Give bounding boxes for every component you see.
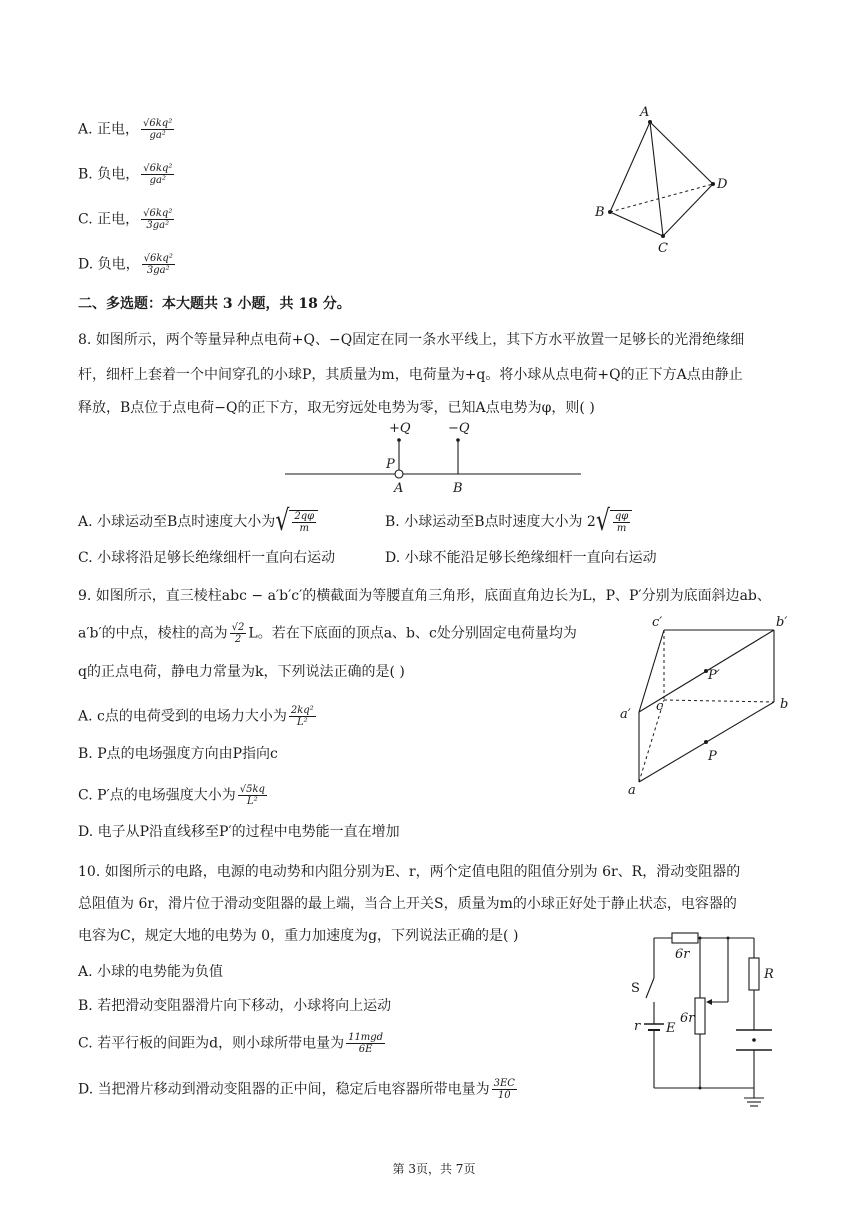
label-a: a [628,783,636,798]
q10-option-d[interactable]: D. 当把滑片移动到滑动变阻器的正中间，稳定后电容器所带电量为 $\frac{3EC}{10}$ [78,1078,515,1101]
label-p-prime: P′ [708,668,720,683]
q9-text-line3: q的正点电荷，静电力常量为k，下列说法正确的是( ) [78,664,405,680]
fraction: $\frac{\text{2kq²}}{\text{L²}}$ [290,705,314,728]
label-c: C [658,241,668,256]
fraction: $\frac{\text{11mgd}}{6E}$ [348,1032,384,1055]
q10-circuit-figure [632,926,782,1118]
fraction: $\frac{\text{√6kq²}}{\text{3ga²}}$ [143,253,173,276]
label-a: A [640,105,650,120]
q8-option-c[interactable]: C. 小球将沿足够长绝缘细杆一直向右运动 [78,550,336,566]
label-b-prime: b′ [776,615,788,630]
label-c-prime: c′ [652,615,663,630]
label-p: P [386,457,395,472]
q8-option-b[interactable]: B. 小球运动至B点时速度大小为 2 √ $\frac{q\varphi}{m}$ [385,510,632,534]
fraction: $\frac{\text{√6kq²}}{\text{ga²}}$ [143,118,173,141]
q9-prism-figure [612,612,812,802]
q8-option-d[interactable]: D. 小球不能沿足够长绝缘细杆一直向右运动 [385,550,657,566]
q10-text-line2: 总阻值为 6r，滑片位于滑动变阻器的最上端，当合上开关S，质量为m的小球正好处于静止状态，电容器的 [78,896,737,912]
q7-option-c[interactable]: C. 正电， $\frac{\text{√6kq²}}{\text{3ga²}}$ [78,208,173,231]
section-title: 二、多选题：本大题共 3 小题，共 18 分。 [78,296,351,312]
label-minus-q: −Q [448,421,470,436]
q8-text-line1: 8. 如图所示，两个等量异种点电荷+Q、−Q固定在同一条水平线上，其下方水平放置一足够长的光滑绝缘细 [78,332,745,348]
label-r-big: R [764,967,774,982]
q9-option-c[interactable]: C. P′点的电场强度大小为 $\frac{√5kq}{\text{L²}}$ [78,784,265,807]
q7-tetrahedron-figure [585,100,735,260]
q9-text-line2: a′b′的中点，棱柱的高为 $\frac{√2}{2}$ L。若在下底面的顶点a、b、c处分别固定电荷量均为 [78,622,577,645]
fraction: $\frac{√2}{2}$ [231,622,245,645]
label-b: b [780,697,789,712]
q7-option-a[interactable]: A. 正电， $\frac{\text{√6kq²}}{\text{ga²}}$ [78,118,173,141]
q8-text-line2: 杆，细杆上套着一个中间穿孔的小球P，其质量为m，电荷量为+q。将小球从点电荷+Q的正下方A点由静止 [78,367,743,383]
label-s: S [631,981,640,996]
label-r-small: r [634,1019,641,1034]
q9-option-a[interactable]: A. c点的电荷受到的电场力大小为 $\frac{\text{2kq²}}{\text{L²}}$ [78,705,314,728]
q10-option-a[interactable]: A. 小球的电势能为负值 [78,964,224,980]
radical: √ $\frac{q\varphi}{m}$ [596,510,632,534]
q8-text-line3: 释放，B点位于点电荷−Q的正下方，取无穷远处电势为零，已知A点电势为φ，则( ) [78,400,595,416]
label-a: A [394,481,404,496]
label-a-prime: a′ [620,707,631,722]
label-plus-q: +Q [389,421,411,436]
label-b: B [595,205,605,220]
q9-option-d[interactable]: D. 电子从P沿直线移至P′的过程中电势能一直在增加 [78,824,400,840]
q8-charges-figure [285,418,585,496]
q9-option-b[interactable]: B. P点的电场强度方向由P指向c [78,746,278,762]
radical: √ $\frac{2q\varphi}{m}$ [275,510,318,534]
q7-option-d[interactable]: D. 负电， $\frac{\text{√6kq²}}{\text{3ga²}}$ [78,253,173,276]
label-6r-mid: 6r [680,1011,695,1026]
label-6r-top: 6r [675,947,690,962]
label-c: c [656,699,664,714]
q10-option-b[interactable]: B. 若把滑动变阻器滑片向下移动，小球将向上运动 [78,998,392,1014]
q10-text-line3: 电容为C，规定大地的电势为 0，重力加速度为g，下列说法正确的是( ) [78,928,519,944]
label-e: E [666,1021,676,1036]
fraction: $\frac{\text{√6kq²}}{\text{3ga²}}$ [143,208,173,231]
q8-option-a[interactable]: A. 小球运动至B点时速度大小为 √ $\frac{2q\varphi}{m}$ [78,510,318,534]
fraction: $\frac{3EC}{10}$ [493,1078,515,1101]
q10-text-line1: 10. 如图所示的电路，电源的电动势和内阻分别为E、r，两个定值电阻的阻值分别为 6r、R，滑动变阻器的 [78,864,741,880]
q10-option-c[interactable]: C. 若平行板的间距为d，则小球所带电量为 $\frac{\text{11mgd}}{6E}$ [78,1032,384,1055]
q7-option-b[interactable]: B. 负电， $\frac{\text{√6kq²}}{\text{ga²}}$ [78,163,173,186]
page-footer: 第 3页，共 7页 [392,1162,476,1176]
label-d: D [717,177,728,192]
q9-text-line1: 9. 如图所示，直三棱柱abc − a′b′c′的横截面为等腰直角三角形，底面直角边长为L，P、P′分别为底面斜边ab、 [78,588,771,604]
label-b: B [453,481,463,496]
fraction: $\frac{\text{√6kq²}}{\text{ga²}}$ [143,163,173,186]
label-p: P [708,749,717,764]
fraction: $\frac{√5kq}{\text{L²}}$ [239,784,265,807]
